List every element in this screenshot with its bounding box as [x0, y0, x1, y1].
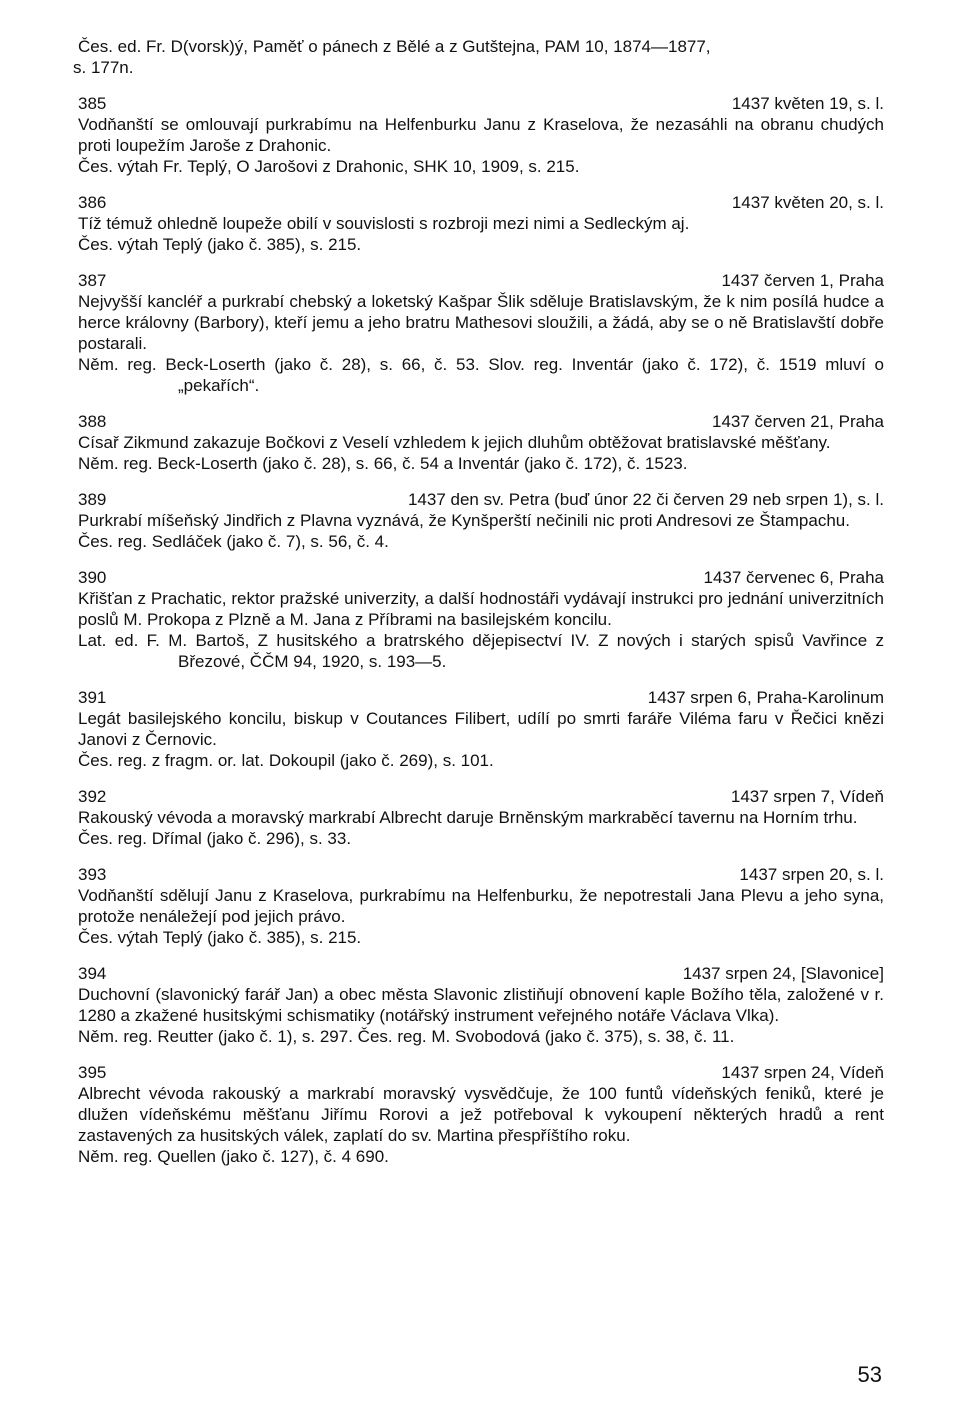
entry-reference: Něm. reg. Quellen (jako č. 127), č. 4 690.	[78, 1147, 389, 1166]
entry-text: Tíž témuž ohledně loupeže obilí v souvislosti s rozbroji mezi nimi a Sedleckým aj.	[78, 214, 690, 233]
entry-reference: Čes. výtah Teplý (jako č. 385), s. 215.	[78, 928, 362, 947]
entry-date: 1437 srpen 20, s. l.	[739, 865, 884, 884]
regest-list	[78, 93, 884, 1167]
regest-entry	[78, 192, 884, 255]
entry-date: 1437 den sv. Petra (buď únor 22 či červen 29 neb srpen 1), s. l.	[407, 490, 884, 509]
regest-entry	[78, 489, 884, 552]
entry-reference: Lat. ed. F. M. Bartoš, Z husitského a bratrského dějepisectví IV. Z nových i starých spisů Vavřince z Březové, ČČM 94, 1920, s. 193—5.	[78, 631, 884, 671]
entry-number: 394	[78, 964, 107, 983]
intro-line-continuation: s. 177n.	[73, 58, 134, 77]
entry-date: 1437 květen 19, s. l.	[731, 94, 884, 113]
regest-entry	[78, 687, 884, 771]
entry-number: 392	[78, 787, 107, 806]
entry-header	[78, 192, 884, 213]
entry-number: 395	[78, 1063, 107, 1082]
entry-text: Duchovní (slavonický farář Jan) a obec města Slavonic zlistiňují obnovení kaple Božího těla, založené v r. 1280 a zkažené husitskými schismatiky (notářský instrument veřejného notáře Václava Vlka).	[78, 985, 884, 1025]
regest-entry	[78, 1062, 884, 1167]
entry-reference: Čes. reg. z fragm. or. lat. Dokoupil (jako č. 269), s. 101.	[78, 751, 494, 770]
entry-date: 1437 červenec 6, Praha	[703, 568, 884, 587]
entry-number: 385	[78, 94, 107, 113]
entry-reference: Čes. reg. Dřímal (jako č. 296), s. 33.	[78, 829, 352, 848]
entry-reference: Něm. reg. Reutter (jako č. 1), s. 297. Čes. reg. M. Svobodová (jako č. 375), s. 38, č. 11.	[78, 1027, 735, 1046]
entry-date: 1437 srpen 7, Vídeň	[730, 787, 884, 806]
entry-reference: Něm. reg. Beck-Loserth (jako č. 28), s. 66, č. 54 a Inventár (jako č. 172), č. 1523.	[78, 454, 688, 473]
entry-number: 388	[78, 412, 107, 431]
entry-text: Vodňanští sdělují Janu z Kraselova, purkrabímu na Helfenburku, že nepotrestali Jana Plevu a jeho syna, protože nenáležejí pod jejich právo.	[78, 886, 884, 926]
entry-header	[78, 567, 884, 588]
entry-date: 1437 červen 1, Praha	[721, 271, 884, 290]
regest-entry	[78, 93, 884, 177]
entry-text: Rakouský vévoda a moravský markrabí Albrecht daruje Brněnským markraběcí tavernu na Horním trhu.	[78, 808, 858, 827]
entry-number: 393	[78, 865, 107, 884]
entry-header	[78, 270, 884, 291]
regest-entry	[78, 963, 884, 1047]
entry-text: Císař Zikmund zakazuje Bočkovi z Veselí vzhledem k jejich dluhům obtěžovat bratislavské měšťany.	[78, 433, 831, 452]
entry-number: 389	[78, 490, 107, 509]
entry-number: 390	[78, 568, 107, 587]
entry-text: Legát basilejského koncilu, biskup v Coutances Filibert, udílí po smrti faráře Viléma faru v Řečici knězi Janovi z Černovic.	[78, 709, 884, 749]
entry-header	[78, 1062, 884, 1083]
entry-date: 1437 květen 20, s. l.	[731, 193, 884, 212]
entry-text: Křišťan z Prachatic, rektor pražské univerzity, a další hodnostáři vydávají instrukci pro jednání univerzitních poslů M. Prokopa z Plzně a M. Jana z Příbrami na basilejském koncilu.	[78, 589, 884, 629]
page-number: 53	[857, 1362, 882, 1387]
entry-header	[78, 489, 884, 510]
regest-entry	[78, 567, 884, 672]
document-page	[73, 36, 884, 1182]
entry-text: Vodňanští se omlouvají purkrabímu na Helfenburku Janu z Kraselova, že nezasáhli na obranu chudých proti loupežím Jaroše z Drahonic.	[78, 115, 884, 155]
intro-reference	[73, 36, 884, 78]
regest-entry	[78, 411, 884, 474]
entry-date: 1437 červen 21, Praha	[711, 412, 884, 431]
entry-number: 386	[78, 193, 107, 212]
entry-date: 1437 srpen 24, [Slavonice]	[682, 964, 884, 983]
entry-header	[78, 864, 884, 885]
entry-header	[78, 963, 884, 984]
entry-reference: Čes. reg. Sedláček (jako č. 7), s. 56, č. 4.	[78, 532, 389, 551]
intro-line: Čes. ed. Fr. D(vorsk)ý, Paměť o pánech z Bělé a z Gutštejna, PAM 10, 1874—1877,	[78, 37, 711, 56]
entry-number: 391	[78, 688, 107, 707]
regest-entry	[78, 270, 884, 396]
regest-entry	[78, 786, 884, 849]
entry-text: Purkrabí míšeňský Jindřich z Plavna vyznává, že Kynšperští nečinili nic proti Andresovi ze Štampachu.	[78, 511, 850, 530]
entry-header	[78, 687, 884, 708]
regest-entry	[78, 864, 884, 948]
entry-header	[78, 786, 884, 807]
entry-reference: Čes. výtah Teplý (jako č. 385), s. 215.	[78, 235, 362, 254]
entry-text: Albrecht vévoda rakouský a markrabí moravský vysvědčuje, že 100 funtů vídeňských feniků, které je dlužen vídeňskému měšťanu Jiřímu Rorovi a jež potřeboval k vykoupení některých hradů a rent zastavených za husitských válek, zaplatí do sv. Martina přespříštího roku.	[78, 1084, 884, 1145]
entry-header	[78, 411, 884, 432]
entry-header	[78, 93, 884, 114]
entry-text: Nejvyšší kancléř a purkrabí chebský a loketský Kašpar Šlik sděluje Bratislavským, že k nim posílá hudce a herce královny (Barbory), kteří jemu a jeho bratru Mathesovi sloužili, a žádá, aby se o ně Bratislavští dobře postarali.	[78, 292, 884, 353]
entry-date: 1437 srpen 24, Vídeň	[721, 1063, 884, 1082]
entry-date: 1437 srpen 6, Praha-Karolinum	[647, 688, 884, 707]
entry-number: 387	[78, 271, 107, 290]
entry-reference: Čes. výtah Fr. Teplý, O Jarošovi z Drahonic, SHK 10, 1909, s. 215.	[78, 157, 580, 176]
entry-reference: Něm. reg. Beck-Loserth (jako č. 28), s. 66, č. 53. Slov. reg. Inventár (jako č. 172), č. 1519 mluví o „pekařích“.	[78, 355, 884, 395]
